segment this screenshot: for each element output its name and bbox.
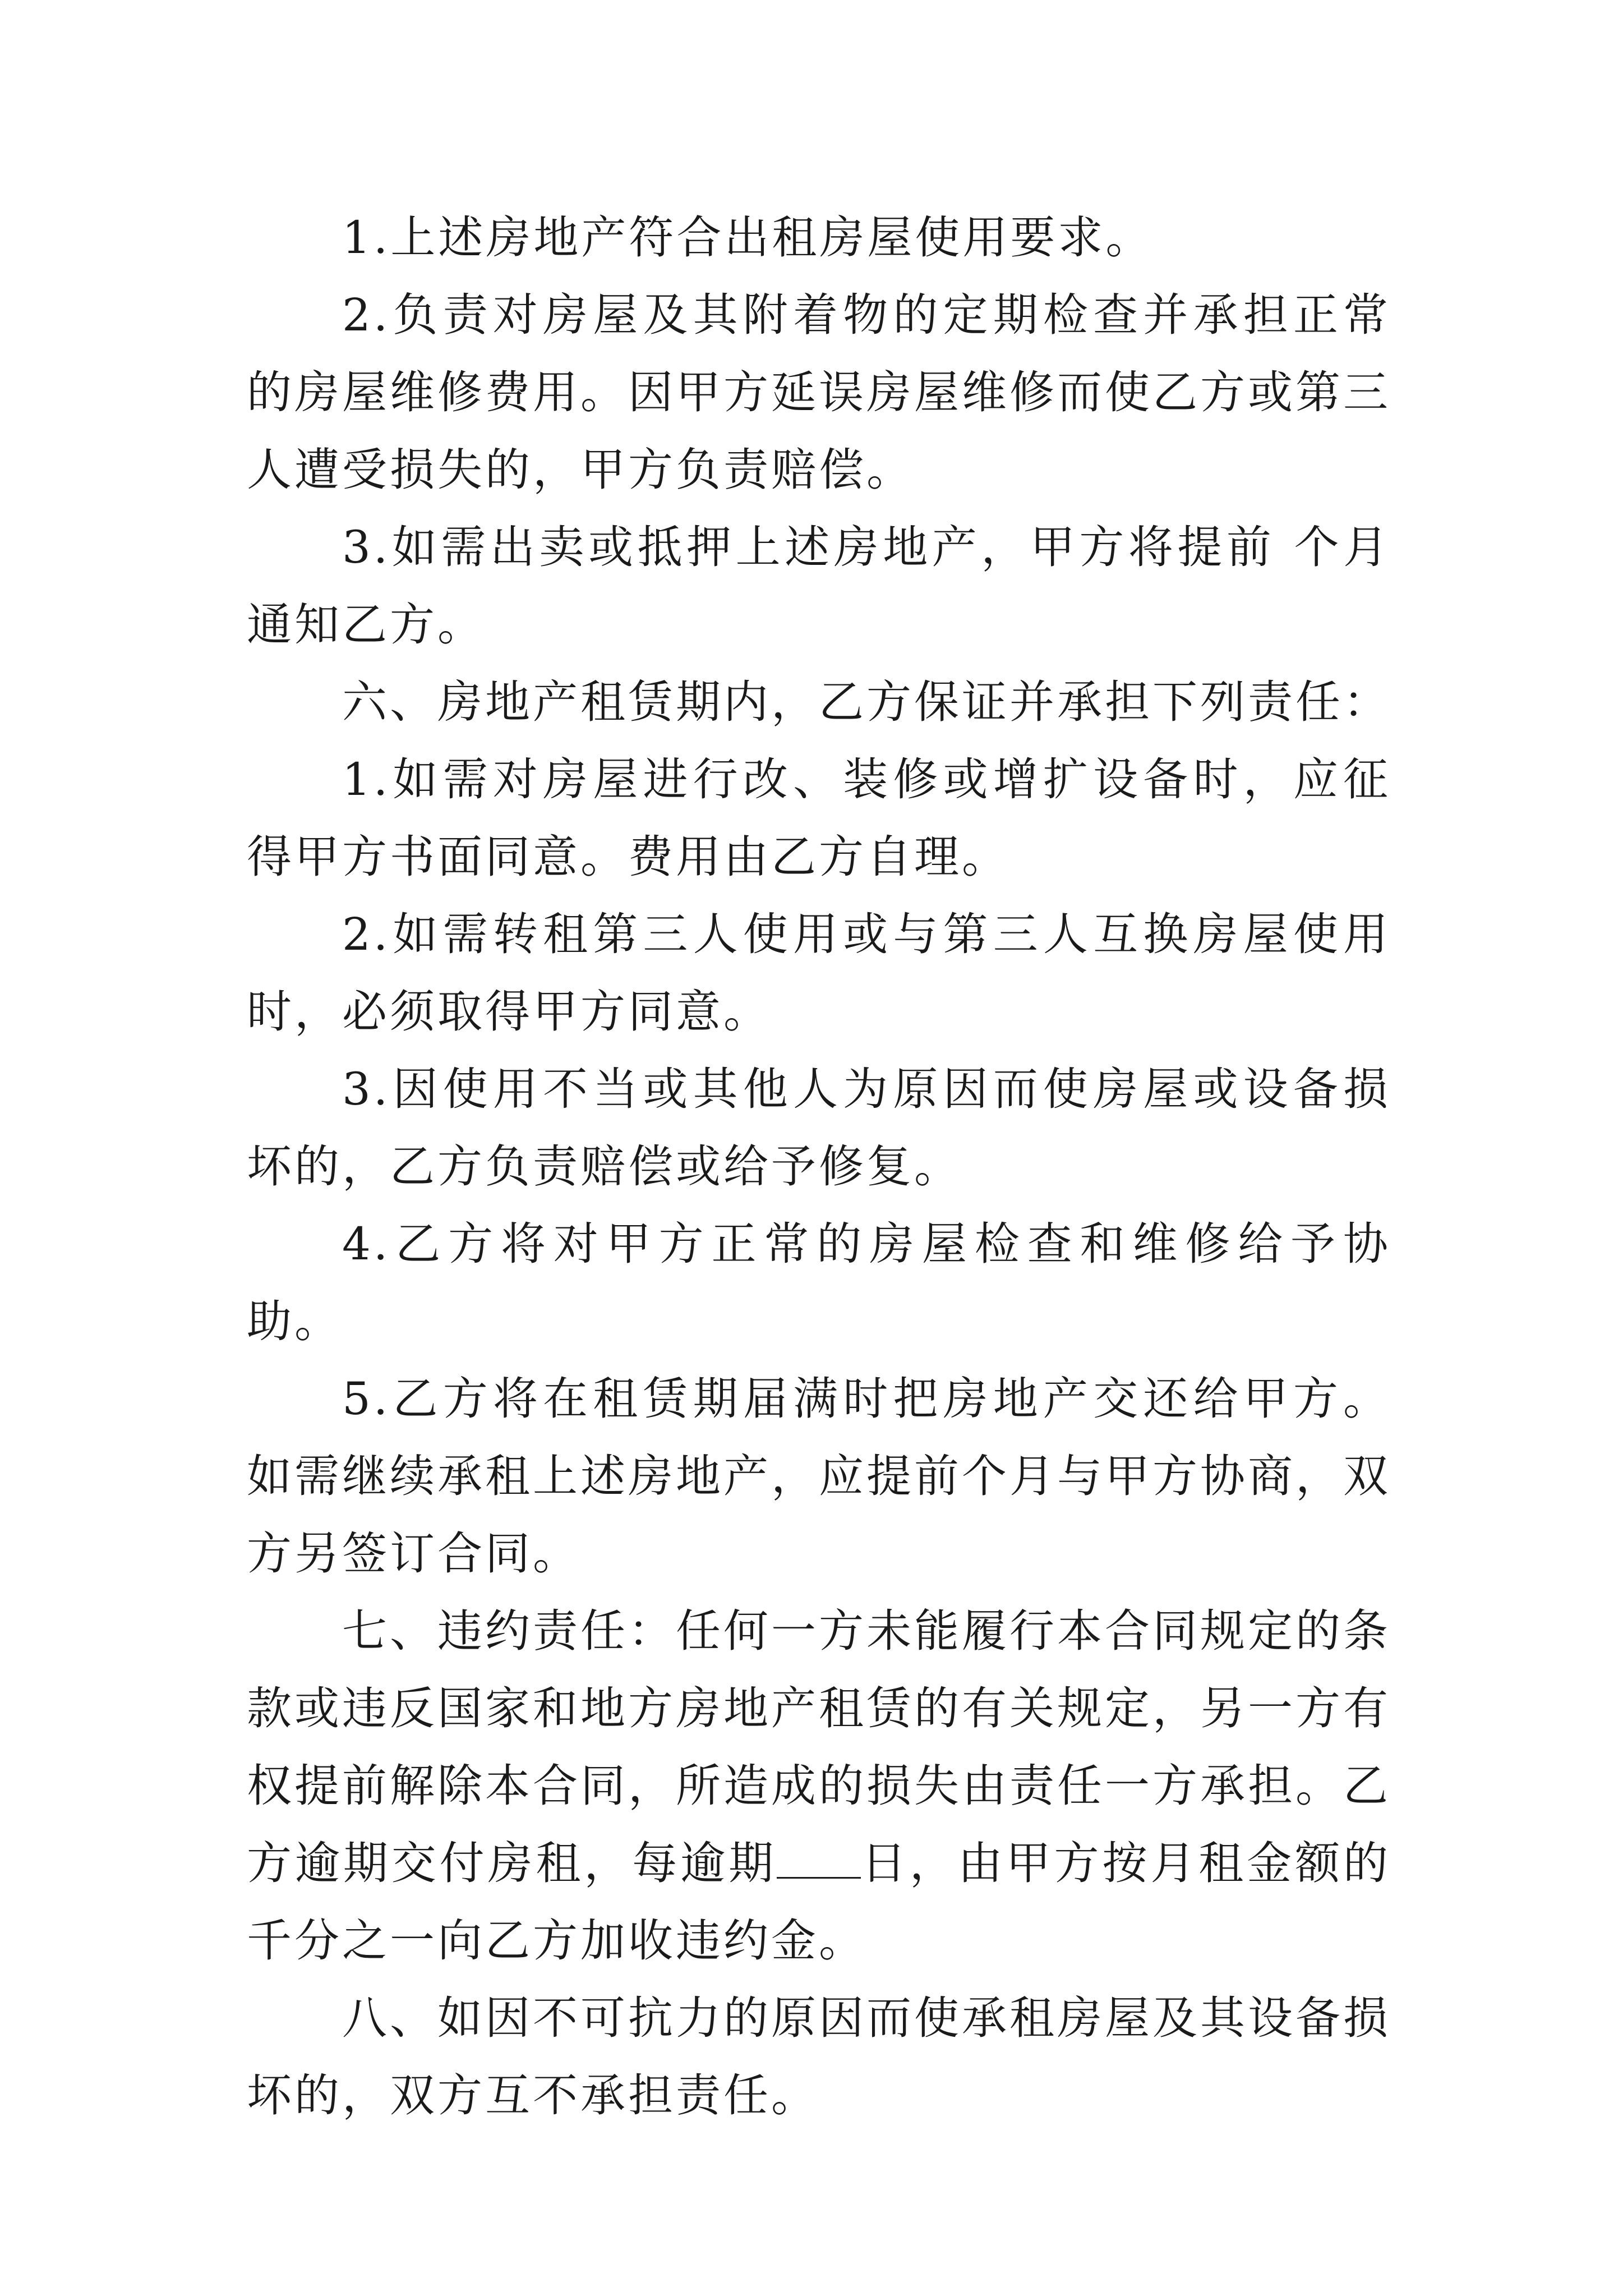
paragraph-7: 3.因使用不当或其他人为原因而使房屋或设备损坏的，乙方负责赔偿或给予修复。 xyxy=(247,1063,1391,1193)
section-seven-liability xyxy=(247,1593,1391,1980)
section-eight-force-majeure: 八、如因不可抗力的原因而使承租房屋及其设备损坏的，双方互不承担责任。 xyxy=(247,1992,1391,2122)
liability-text-after: 日，由甲方按月租金额的千分之一向乙方加收违约金。 xyxy=(247,1837,1391,1967)
fill-in-blank xyxy=(777,1837,861,1879)
paragraph-9: 5.乙方将在租赁期届满时把房地产交还给甲方。如需继续承租上述房地产，应提前个月与甲方协商，双方另签订合同。 xyxy=(247,1373,1391,1580)
paragraph-1: 1.上述房地产符合出租房屋使用要求。 xyxy=(342,211,1154,264)
document-body xyxy=(247,199,1391,2134)
paragraph-5: 1.如需对房屋进行改、装修或增扩设备时，应征得甲方书面同意。费用由乙方自理。 xyxy=(247,753,1391,883)
paragraph-3: 3.如需出卖或抵押上述房地产，甲方将提前 个月通知乙方。 xyxy=(247,521,1391,651)
paragraph-2: 2.负责对房屋及其附着物的定期检查并承担正常的房屋维修费用。因甲方延误房屋维修而使乙方或第三人遭受损失的，甲方负责赔偿。 xyxy=(247,289,1391,496)
paragraph-6: 2.如需转租第三人使用或与第三人互换房屋使用时，必须取得甲方同意。 xyxy=(247,908,1391,1038)
liability-text-before: 七、违约责任：任何一方未能履行本合同规定的条款或违反国家和地方房地产租赁的有关规定，另一方有权提前解除本合同，所造成的损失由责任一方承担。乙方逾期交付房租，每逾期 xyxy=(247,1605,1391,1889)
section-six-heading: 六、房地产租赁期内，乙方保证并承担下列责任： xyxy=(342,676,1391,728)
paragraph-8: 4.乙方将对甲方正常的房屋检查和维修给予协助。 xyxy=(247,1218,1391,1347)
